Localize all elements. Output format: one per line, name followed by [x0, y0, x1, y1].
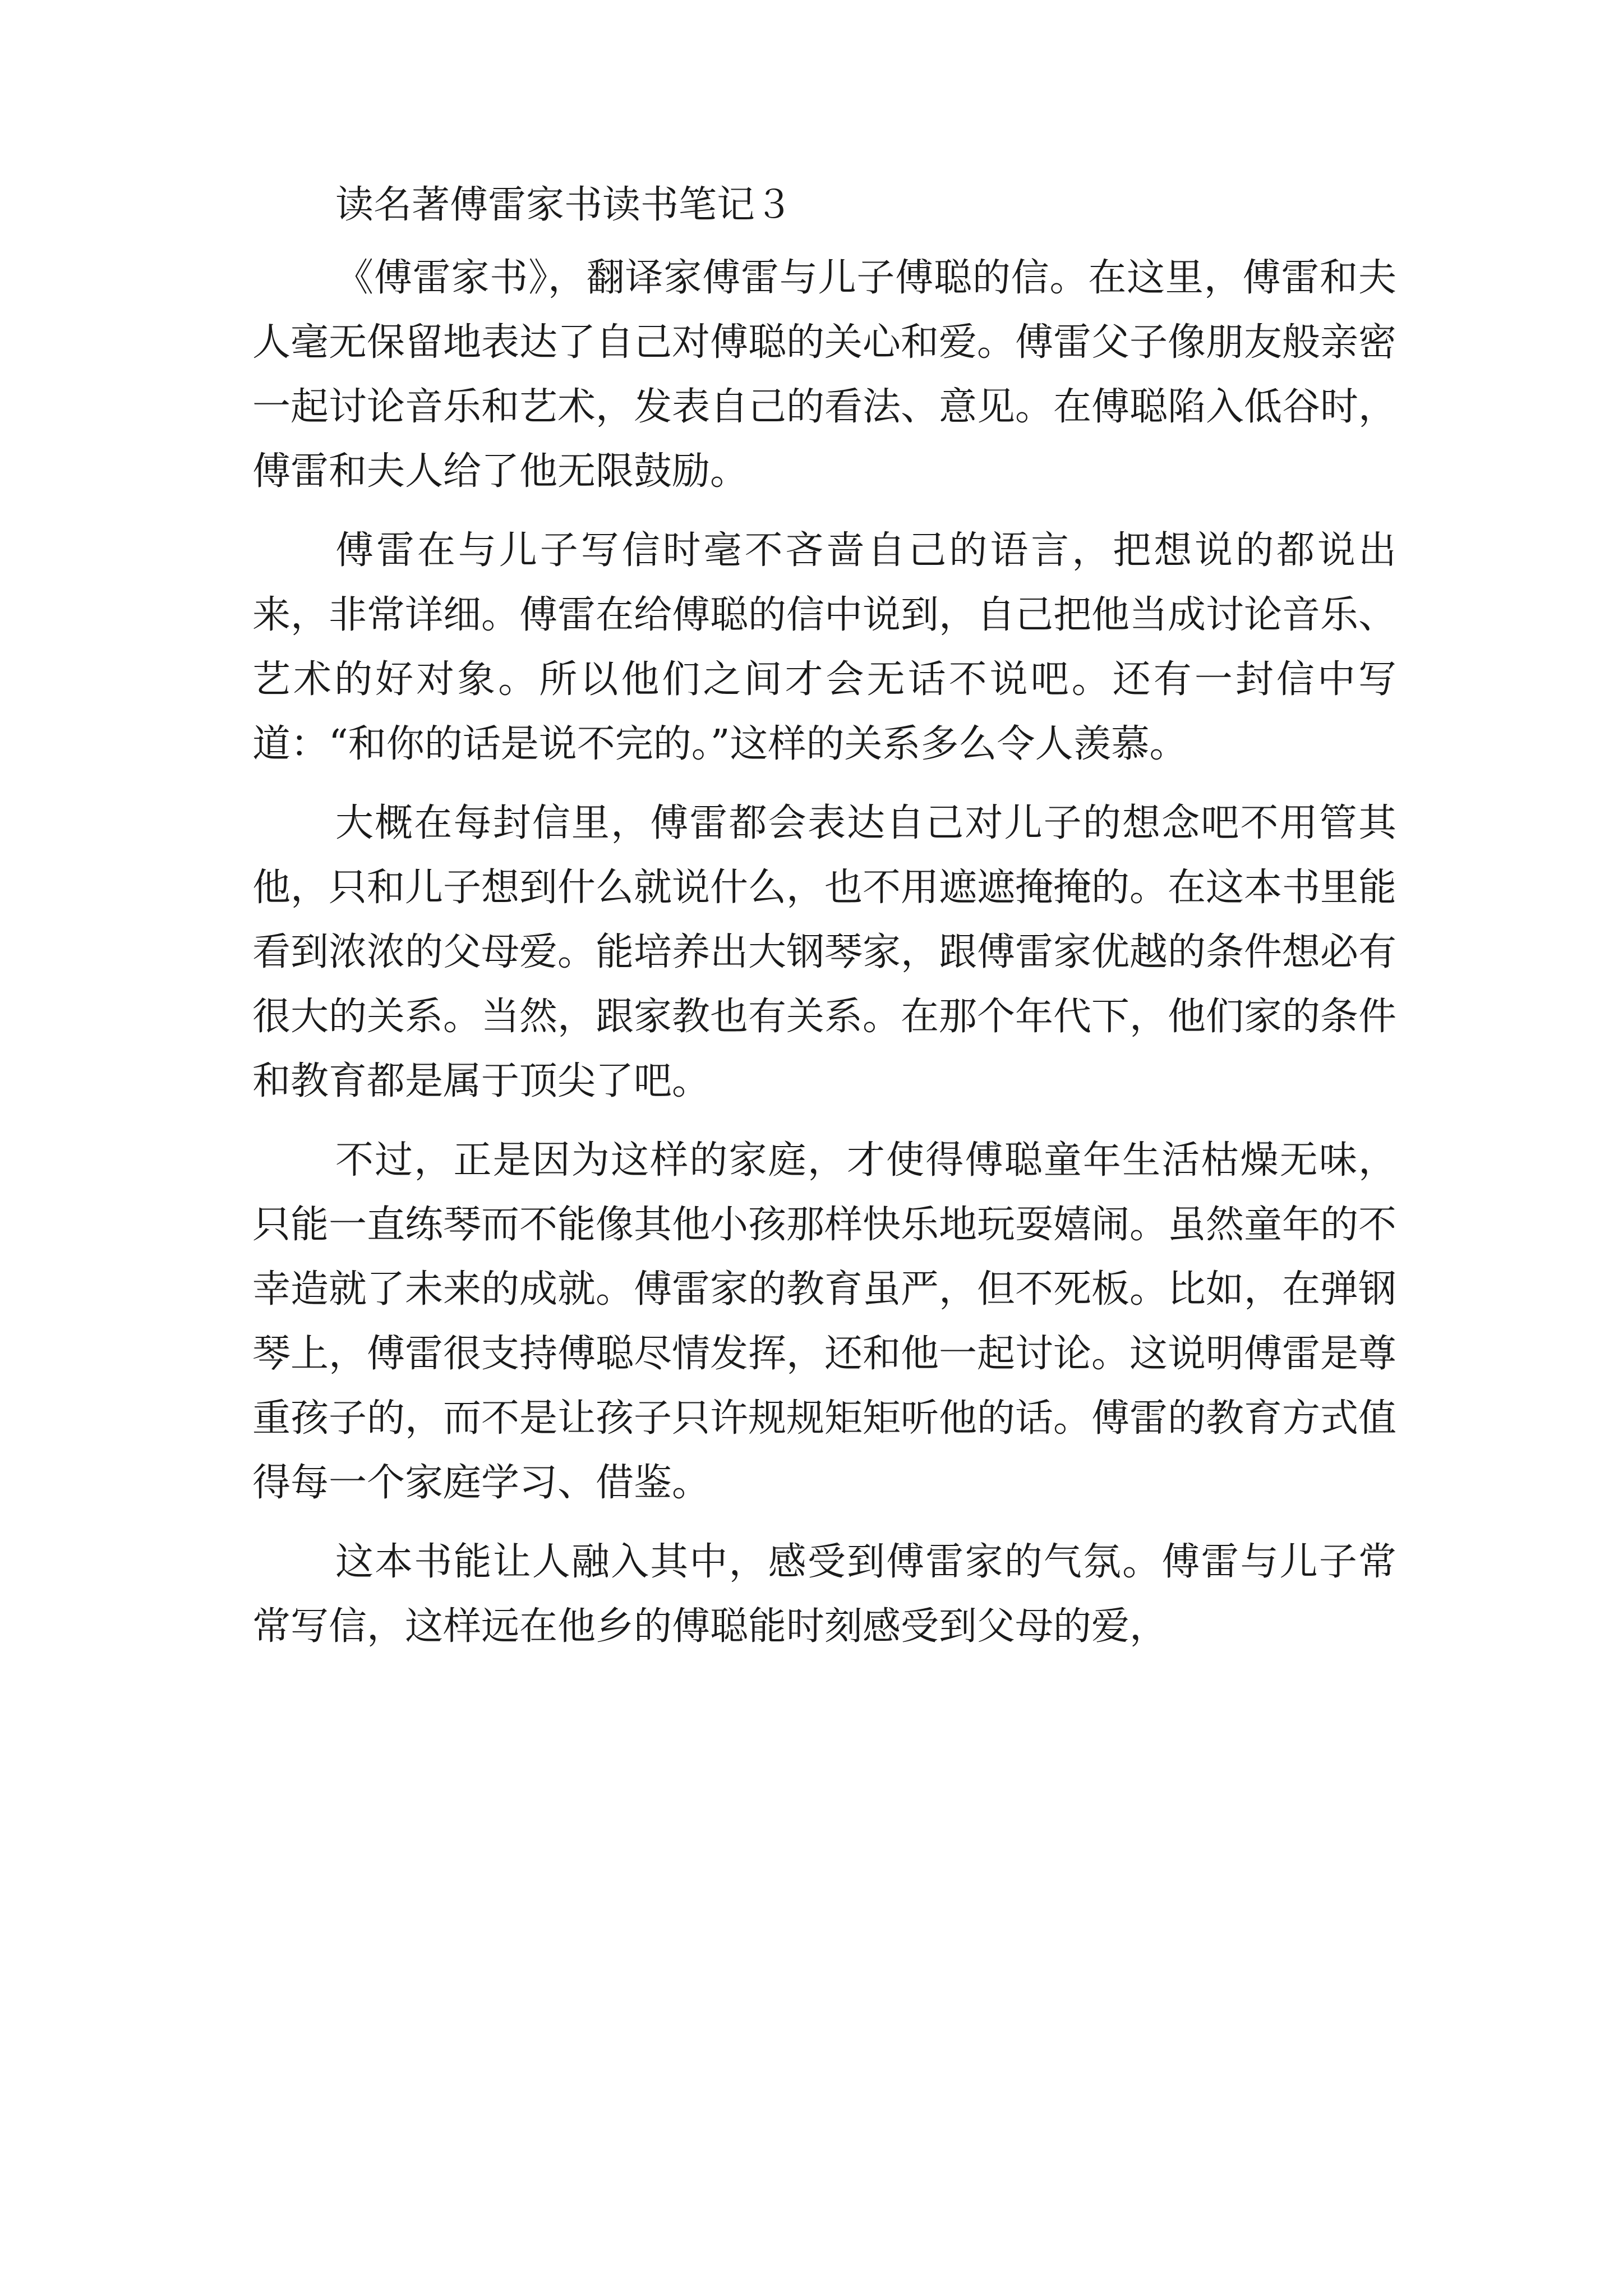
paragraph-3: 大概在每封信里，傅雷都会表达自己对儿子的想念吧不用管其他，只和儿子想到什么就说什么，也不用遮遮掩掩的。在这本书里能看到浓浓的父母爱。能培养出大钢琴家，跟傅雷家优越的条件想必有很大的关系。当然，跟家教也有关系。在那个年代下，他们家的条件和教育都是属于顶尖了吧。 — [252, 801, 1397, 1103]
paragraph-4: 不过，正是因为这样的家庭，才使得傅聪童年生活枯燥无味，只能一直练琴而不能像其他小孩那样快乐地玩耍嬉闹。虽然童年的不幸造就了未来的成就。傅雷家的教育虽严，但不死板。比如，在弹钢琴上，傅雷很支持傅聪尽情发挥，还和他一起讨论。这说明傅雷是尊重孩子的，而不是让孩子只许规规矩矩听他的话。傅雷的教育方式值得每一个家庭学习、借鉴。 — [252, 1138, 1397, 1505]
paragraph-5: 这本书能让人融入其中，感受到傅雷家的气氛。傅雷与儿子常常写信，这样远在他乡的傅聪能时刻感受到父母的爱， — [252, 1540, 1396, 1649]
paragraph-1: 《傅雷家书》，翻译家傅雷与儿子傅聪的信。在这里，傅雷和夫人毫无保留地表达了自己对傅聪的关心和爱。傅雷父子像朋友般亲密一起讨论音乐和艺术，发表自己的看法、意见。在傅聪陷入低谷时，傅雷和夫人给了他无限鼓励。 — [252, 256, 1397, 494]
document-title: 读名著傅雷家书读书笔记３ — [335, 183, 794, 227]
paragraph-2: 傅雷在与儿子写信时毫不吝啬自己的语言，把想说的都说出来，非常详细。傅雷在给傅聪的信中说到，自己把他当成讨论音乐、艺术的好对象。所以他们之间才会无话不说吧。还有一封信中写道：“和你的话是说不完的。”这样的关系多么令人羡慕。 — [252, 528, 1397, 766]
document-body — [252, 180, 1396, 1673]
